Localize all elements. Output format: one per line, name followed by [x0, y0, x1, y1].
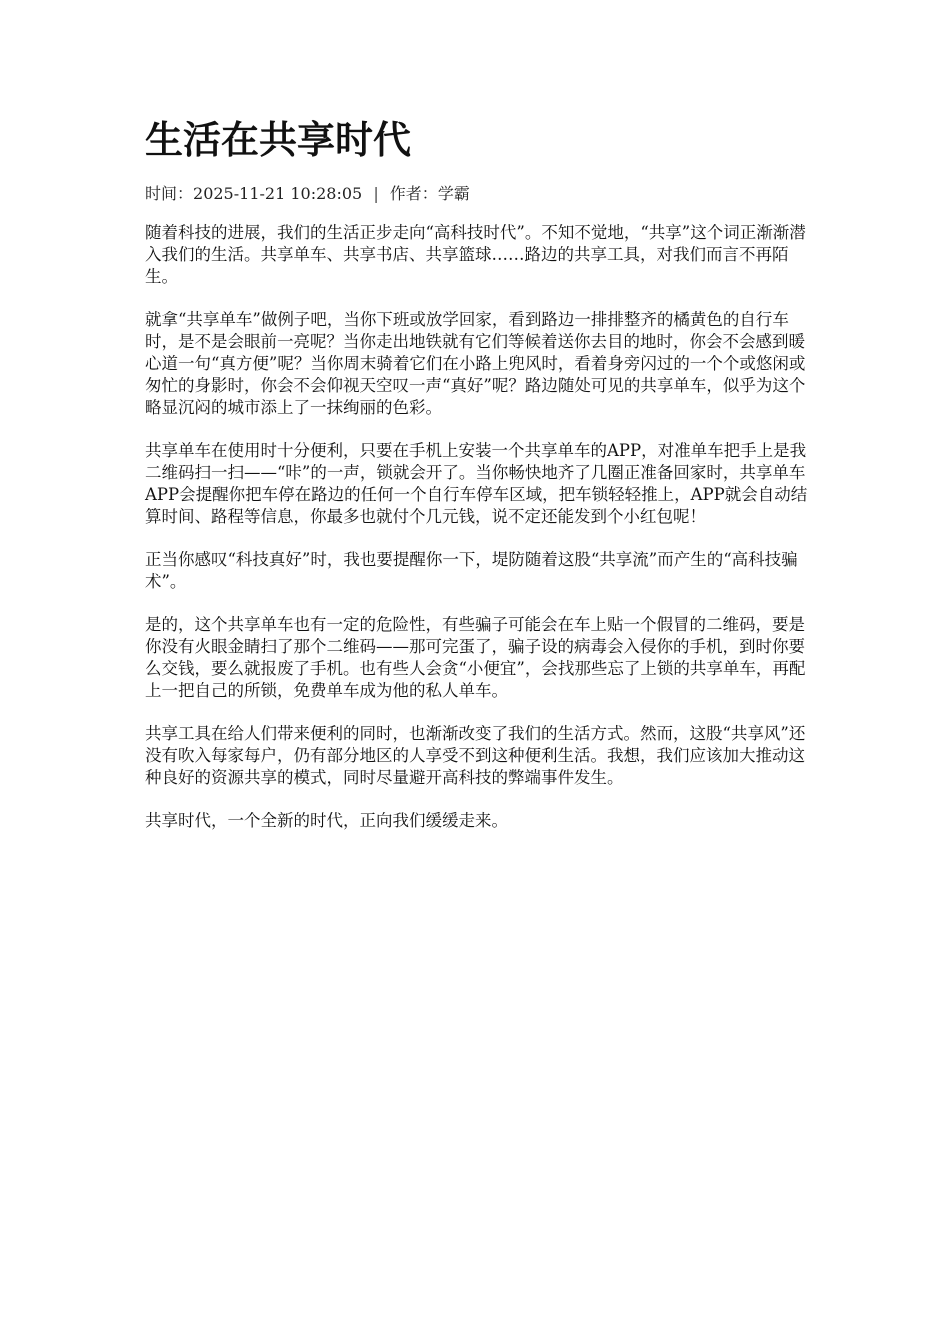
time-label: 时间：: [145, 184, 194, 203]
paragraph-3: 共享单车在使用时十分便利，只要在手机上安装一个共享单车的APP，对准单车把手上是我二维码扫一扫——“咔”的一声，锁就会开了。当你畅快地齐了几圈正准备回家时，共享单车APP会提醒你把车停在路边的任何一个自行车停车区域，把车锁轻轻推上，APP就会自动结算时间、路程等信息，你最多也就付个几元钱，说不定还能发到个小红包呢！: [145, 441, 808, 526]
meta-separator: |: [373, 184, 379, 203]
article-title: 生活在共享时代: [145, 117, 412, 162]
author-value: 学霸: [437, 184, 470, 203]
author-label: 作者：: [389, 184, 438, 203]
article-container: [145, 112, 810, 853]
time-value: 2025-11-21 10:28:05: [193, 184, 363, 203]
paragraph-1: 随着科技的进展，我们的生活正步走向“高科技时代”。不知不觉地，“共享”这个词正渐渐潜入我们的生活。共享单车、共享书店、共享篮球……路边的共享工具，对我们而言不再陌生。: [145, 223, 806, 286]
paragraph-6: 共享工具在给人们带来便利的同时，也渐渐改变了我们的生活方式。然而，这股“共享风”还没有吹入每家每户，仍有部分地区的人享受不到这种便利生活。我想，我们应该加大推动这种良好的资源共享的模式，同时尽量避开高科技的弊端事件发生。: [145, 724, 806, 787]
paragraph-5: 是的，这个共享单车也有一定的危险性，有些骗子可能会在车上贴一个假冒的二维码，要是你没有火眼金睛扫了那个二维码——那可完蛋了，骗子设的病毒会入侵你的手机，到时你要么交钱，要么就报废了手机。也有些人会贪“小便宜”，会找那些忘了上锁的共享单车，再配上一把自己的所锁，免费单车成为他的私人单车。: [145, 615, 806, 700]
paragraph-2: 就拿“共享单车”做例子吧，当你下班或放学回家，看到路边一排排整齐的橘黄色的自行车时，是不是会眼前一亮呢？当你走出地铁就有它们等候着送你去目的地时，你会不会感到暖心道一句“真方便”呢？当你周末骑着它们在小路上兜风时，看着身旁闪过的一个个或悠闲或匆忙的身影时，你会不会仰视天空叹一声“真好”呢？路边随处可见的共享单车，似乎为这个略显沉闷的城市添上了一抹绚丽的色彩。: [145, 310, 806, 417]
paragraph-4: 正当你感叹“科技真好”时，我也要提醒你一下，堤防随着这股“共享流”而产生的“高科技骗术”。: [145, 550, 798, 591]
article-meta: [145, 182, 810, 206]
article-body: [145, 222, 810, 832]
paragraph-7: 共享时代，一个全新的时代，正向我们缓缓走来。: [145, 811, 508, 830]
